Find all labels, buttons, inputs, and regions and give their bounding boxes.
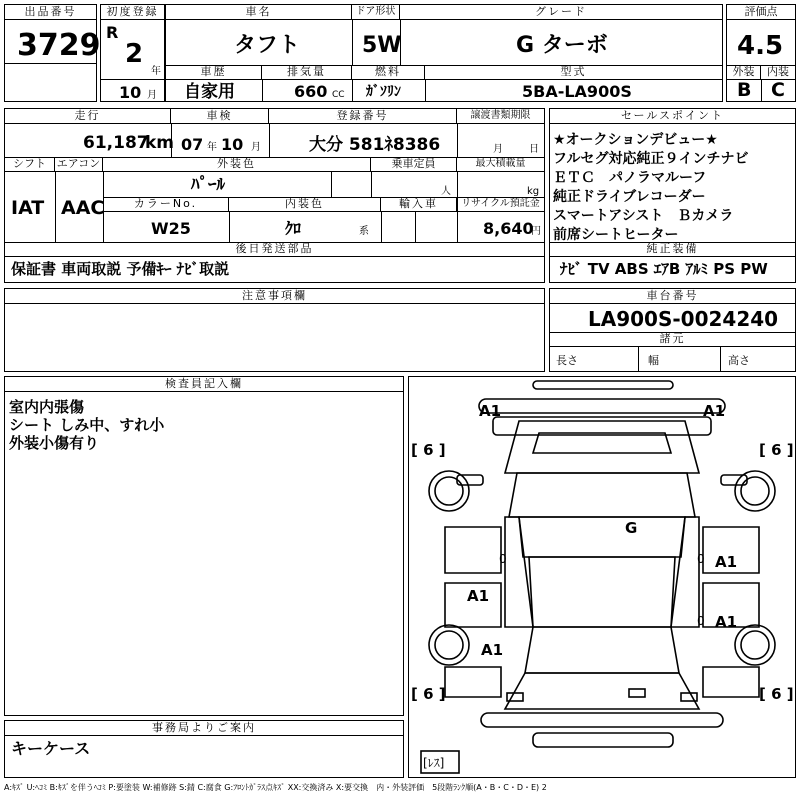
transfer-deadline-label: 譲渡書類期限 <box>457 109 544 124</box>
door-type: 5W <box>362 33 402 58</box>
sales-point-box <box>549 108 796 283</box>
mark-spare: [ﾚｽ] <box>423 756 445 770</box>
chassis-box <box>549 288 796 372</box>
notes-box <box>4 288 545 372</box>
mark-roof: G <box>625 519 638 537</box>
car-name: タフト <box>234 33 301 58</box>
recycle-fee: 8,640 <box>483 219 534 238</box>
interior-color-unit: 系 <box>359 226 369 237</box>
displacement: 660 <box>294 82 328 101</box>
vehicle-info-box <box>165 4 723 102</box>
shift-type: IAT <box>11 197 45 219</box>
lot-number-box <box>4 4 101 102</box>
sales-point-line: スマートアシスト Ｂカメラ <box>553 208 734 224</box>
score-label: 評価点 <box>727 5 795 20</box>
exterior-color-label: 外装色 <box>103 157 371 172</box>
specs-label: 諸元 <box>550 332 795 347</box>
mark-left-front-door: A1 <box>467 587 490 605</box>
vehicle-history: 自家用 <box>184 82 235 102</box>
recycle-fee-label: リサイクル預託金 <box>457 197 544 212</box>
length-label: 長さ <box>556 354 578 367</box>
history-label: 車歴 <box>166 65 262 80</box>
inspector-note: 室内内張傷 <box>9 398 85 416</box>
sales-point-line: 前席シートヒーター <box>553 227 679 243</box>
score-box <box>726 4 796 102</box>
shift-label: シフト <box>5 157 55 172</box>
interior-color-label: 内装色 <box>229 197 381 212</box>
displacement-unit: CC <box>332 90 345 100</box>
width-label: 幅 <box>648 354 659 367</box>
later-items: 保証書 車両取説 予備ｷｰ ﾅﾋﾞ取説 <box>11 260 230 278</box>
sales-point-line: フルセグ対応純正９インチナビ <box>553 151 749 167</box>
registration-year: 2 <box>125 39 144 69</box>
fuel-type: ｶﾞｿﾘﾝ <box>366 84 401 100</box>
mark-front-right: A1 <box>703 402 726 420</box>
door-type-label: ドア形状 <box>352 5 400 20</box>
interior-grade: C <box>771 79 785 101</box>
sales-point-line: ★オークションデビュー★ <box>553 132 718 148</box>
first-registration-label: 初度登録 <box>101 5 164 20</box>
mileage-unit: km <box>145 133 175 153</box>
mark-left-rear: A1 <box>481 641 504 659</box>
fuel-label: 燃料 <box>352 65 425 80</box>
inspector-note: 外装小傷有り <box>9 434 100 452</box>
model-code-label: 型式 <box>425 65 722 80</box>
mileage-label: 走行 <box>5 109 171 124</box>
aircon-type: AAC <box>61 197 105 219</box>
legend-text: A:ｷｽﾞ U:ﾍｺﾐ B:ｷｽﾞを伴うﾍｺﾐ P:要塗装 W:補修跡 S:錆 C:腐食 G:ﾌﾛﾝﾄｶﾞﾗｽ点ｷｽﾞ XX:交換済み X:要交換 内・外装評価 5段階ﾗﾝｸ順(A・B・C・D・E) 2 <box>4 783 547 792</box>
mark-zero: 0 <box>499 552 507 566</box>
car-diagram <box>409 377 795 777</box>
office-label: 事務局よりご案内 <box>5 721 403 736</box>
grade: G ターボ <box>516 33 608 58</box>
registration-no-label: 登録番号 <box>269 109 457 124</box>
chassis-number: LA900S-0024240 <box>588 307 779 331</box>
inspector-note: シート しみ中、すれ小 <box>9 416 165 434</box>
era: R <box>106 23 119 42</box>
mark-zero: 0 <box>697 552 705 566</box>
mark-bracket-top-right: [ 6 ] <box>759 441 794 459</box>
sales-point-line: ＥＴＣ パノラマルーフ <box>553 170 707 186</box>
color-number: W25 <box>151 219 191 238</box>
car-name-label: 車名 <box>166 5 352 20</box>
max-load-label: 最大積載量 <box>457 157 544 172</box>
damage-diagram-box <box>408 376 796 778</box>
inspector-label: 検査員記入欄 <box>5 377 403 392</box>
score: 4.5 <box>737 31 784 61</box>
color-no-label: カラーNo. <box>103 197 229 212</box>
genuine-equipment-label: 純正装備 <box>550 242 795 257</box>
mark-zero: 0 <box>697 614 705 628</box>
exterior-color: ﾊﾟｰﾙ <box>191 175 225 195</box>
interior-color: ｸﾛ <box>285 219 302 238</box>
office-box <box>4 720 404 778</box>
genuine-equipment: ﾅﾋﾞ TV ABS ｴｱB ｱﾙﾐ PS PW <box>560 260 768 278</box>
mark-bracket-top-left: [ 6 ] <box>411 441 446 459</box>
mark-bracket-bottom-left: [ 6 ] <box>411 685 446 703</box>
lot-number: 3729 <box>17 28 101 63</box>
aircon-label: エアコン <box>55 157 103 172</box>
mileage: 61,187 <box>83 133 149 153</box>
inspection-label: 車検 <box>171 109 269 124</box>
office-note: キーケース <box>11 739 91 758</box>
exterior-grade: B <box>737 79 752 101</box>
registration-month: 10 <box>119 83 142 102</box>
mark-front-left: A1 <box>479 402 502 420</box>
registration-number: 大分 581ﾈ8386 <box>309 135 441 155</box>
sales-point-label: セールスポイント <box>550 109 795 124</box>
mark-right-front-door: A1 <box>715 553 738 571</box>
mark-bracket-bottom-right: [ 6 ] <box>759 685 794 703</box>
exterior-label: 外装 <box>727 65 761 80</box>
max-load-unit: kg <box>527 186 540 197</box>
first-registration-box <box>100 4 165 102</box>
displacement-label: 排気量 <box>262 65 352 80</box>
month-unit: 月 <box>147 90 157 101</box>
mark-right-rear-door: A1 <box>715 613 738 631</box>
height-label: 高さ <box>728 354 750 367</box>
year-unit: 年 <box>151 66 161 77</box>
later-items-label: 後日発送部品 <box>5 242 544 257</box>
inspection-month-unit: 月 <box>251 142 261 153</box>
chassis-no-label: 車台番号 <box>550 289 795 304</box>
grade-label: グレード <box>400 5 722 20</box>
capacity-unit: 人 <box>441 186 451 197</box>
inspection-year: 07 <box>181 135 204 154</box>
transfer-day-unit: 日 <box>529 144 539 155</box>
interior-label: 内装 <box>761 65 795 80</box>
model-code: 5BA-LA900S <box>522 82 632 101</box>
recycle-fee-unit: 円 <box>531 226 541 237</box>
capacity-label: 乗車定員 <box>371 157 457 172</box>
registration-details-box <box>4 108 545 283</box>
notes-label: 注意事項欄 <box>5 289 544 304</box>
lot-number-label: 出品番号 <box>5 5 96 20</box>
inspection-year-unit: 年 <box>207 142 217 153</box>
transfer-month-unit: 月 <box>493 144 503 155</box>
sales-point-line: 純正ドライブレコーダー <box>553 189 706 205</box>
inspector-box <box>4 376 404 716</box>
inspection-month: 10 <box>221 135 244 154</box>
import-label: 輸入車 <box>381 197 457 212</box>
